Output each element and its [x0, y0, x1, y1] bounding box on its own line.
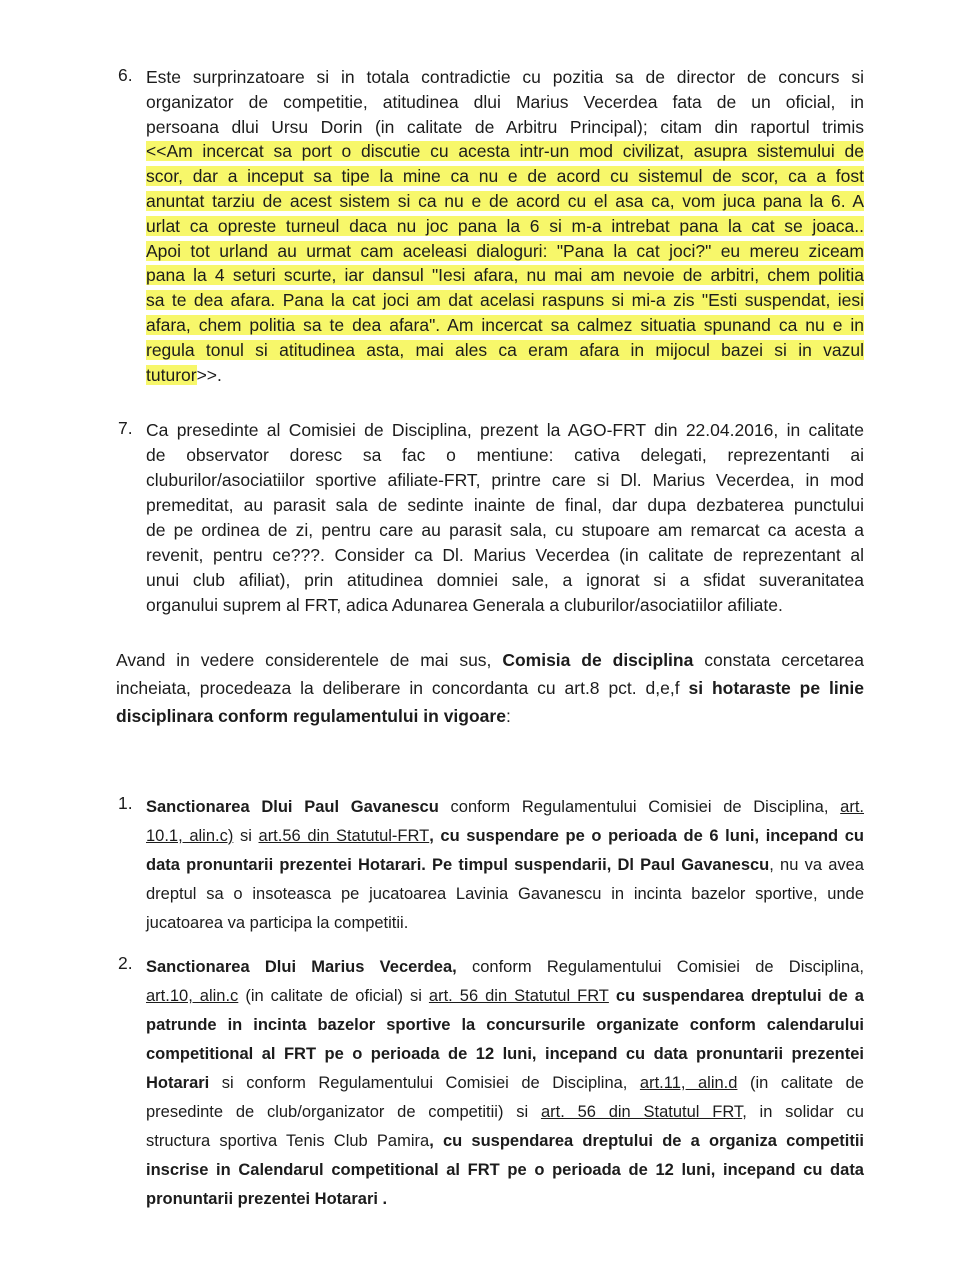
section-6-line: regula tonul si atitudinea asta, mai ales ca eram afara in mijocul bazei si in vazul — [146, 339, 864, 360]
section-6-line: afara, chem politia sa te dea afara". Am incercat sa calmez situatia spunand ca nu e in — [146, 314, 864, 335]
section-7-line: cluburilor/asociatiilor sportive afiliate-FRT, printre care si Dl. Marius Vecerdea, in mod — [146, 470, 864, 490]
section-7-line: Ca presedinte al Comisiei de Disciplina, prezent la AGO-FRT din 22.04.2016, in calitate — [146, 420, 864, 440]
decision-line: dreptul sa o insoteasca pe jucatoarea Lavinia Gavanescu in incinta bazelor sportive, unde — [146, 885, 864, 903]
section-6-line: tuturor>>. — [146, 364, 222, 385]
conclusion-line: disciplinara conform regulamentului in vigoare: — [116, 706, 511, 726]
decision-line: structura sportiva Tenis Club Pamira, cu suspendarea dreptului de a organiza competitii — [146, 1132, 864, 1150]
decision-line: data pronuntarii prezentei Hotarari. Pe timpul suspendarii, Dl Paul Gavanescu, nu va avea — [146, 856, 864, 874]
section-7-line: revenit, pentru ce???. Consider ca Dl. Marius Vecerdea (in calitate de reprezentant al — [146, 545, 864, 565]
section-6-line: pana la 4 seturi scurte, iar dansul "Iesi afara, nu mai am nevoie de arbitri, chem politia — [146, 265, 864, 286]
decision-line: competitional al FRT pe o perioada de 12 luni, incepand cu data pronuntarii prezentei — [146, 1045, 864, 1063]
conclusion-line: incheiata, procedeaza la deliberare in concordanta cu art.8 pct. d,e,f si hotaraste pe linie — [116, 678, 864, 698]
section-7-line: de pe ordinea de zi, pentru care au parasit sala, cu stupoare am remarcat ca acesta a — [146, 520, 864, 540]
section-6-number: 6. — [118, 65, 133, 85]
section-6-line: Este surprinzatoare si in totala contradictie cu pozitia sa de director de concurs si — [146, 67, 864, 87]
decision-line: presedinte de club/organizator de competitii) si art. 56 din Statutul FRT, in solidar cu — [146, 1103, 864, 1121]
conclusion-line: Avand in vedere considerentele de mai sus, Comisia de disciplina constata cercetarea — [116, 650, 864, 670]
section-7-number: 7. — [118, 418, 133, 438]
decision-2 — [118, 953, 864, 1214]
section-6-line: organizator de competitie, atitudinea dlui Marius Vecerdea fata de un oficial, in — [146, 91, 864, 112]
decision-1-number: 1. — [118, 793, 133, 813]
section-6-line: Apoi tot urland au urmat cam aceleasi dialoguri: "Pana la cat joci?" eu mereu ziceam — [146, 240, 864, 261]
decision-line: Sanctionarea Dlui Paul Gavanescu conform Regulamentului Comisiei de Disciplina, art. — [146, 798, 865, 816]
section-7-text — [146, 418, 864, 618]
section-6-line: persoana dlui Ursu Dorin (in calitate de Arbitru Principal); citam din raportul trimis — [146, 116, 864, 137]
section-7-line: premeditat, au parasit sala de sedinte inainte de final, dar dupa dezbaterea punctului — [146, 495, 864, 515]
section-6-line: scor, dar a inceput sa tipe la mine ca nu e de acord cu sistemul de scor, ca a fost — [146, 166, 864, 187]
section-7-line: de observator doresc sa fac o mentiune: cativa delegati, reprezentanti ai — [146, 445, 864, 465]
decision-2-number: 2. — [118, 953, 133, 973]
decision-line: Hotarari si conform Regulamentului Comisiei de Disciplina, art.11, alin.d (in calitate de — [146, 1074, 864, 1092]
decision-line: 10.1, alin.c) si art.56 din Statutul-FRT, cu suspendare pe o perioada de 6 luni, incepand cu — [146, 827, 865, 845]
decision-line: art.10, alin.c (in calitate de oficial) si art. 56 din Statutul FRT cu suspendarea dreptului de a — [146, 987, 864, 1005]
decision-line: inscrise in Calendarul competitional al FRT pe o perioada de 12 luni, incepand cu data — [146, 1161, 864, 1179]
section-7-line: unui club afiliat), prin atitudinea domniei sale, a ignorat si a sfidat suveranitatea — [146, 570, 864, 590]
section-6-line: sa te dea afara. Pana la cat joci am dat acelasi raspuns si mi-a zis "Esti suspendat, iesi — [146, 290, 864, 311]
conclusion-paragraph — [116, 646, 864, 730]
section-6-line: anuntat tarziu de acest sistem si ca nu e de acord cu el asa ca, vom juca pana la 6. A — [146, 190, 864, 211]
section-7 — [118, 418, 864, 618]
decision-line: jucatoarea va participa la competitii. — [146, 914, 409, 932]
section-7-line: organului suprem al FRT, adica Adunarea Generala a cluburilor/asociatiilor afiliate. — [146, 595, 783, 615]
section-6-line: urlat ca opreste turneul daca nu joc pana la 6 si m-a intrebat pana la cat se joaca.. — [146, 215, 864, 236]
decision-line: Sanctionarea Dlui Marius Vecerdea, conform Regulamentului Comisiei de Disciplina, — [146, 958, 864, 976]
decision-1 — [118, 793, 865, 938]
section-6 — [118, 65, 864, 387]
section-6-line: <<Am incercat sa port o discutie cu acesta intr-un mod civilizat, asupra sistemului de — [146, 141, 864, 162]
section-6-text — [146, 65, 864, 387]
decision-line: patrunde in incinta bazelor sportive la concursurile organizate conform calendarului — [146, 1016, 864, 1034]
decision-line: pronuntarii prezentei Hotarari . — [146, 1190, 388, 1208]
